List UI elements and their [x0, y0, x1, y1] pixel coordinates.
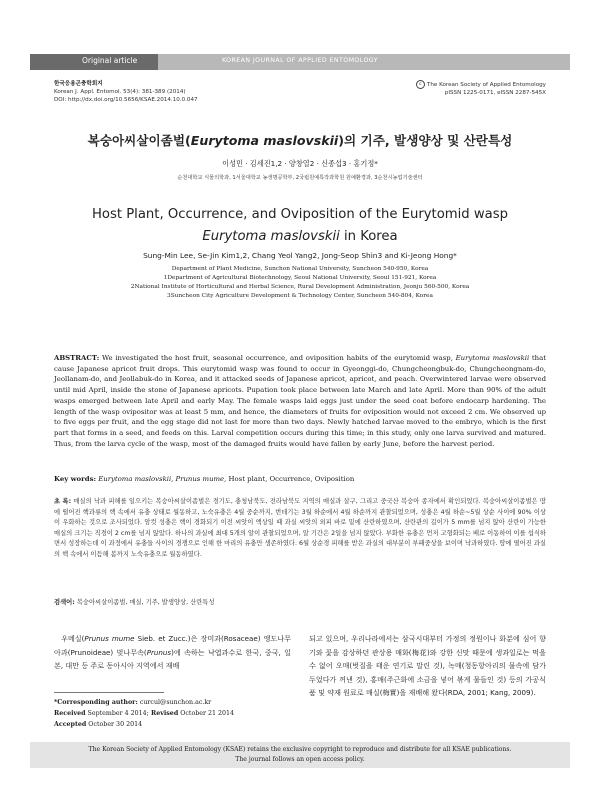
citation: Korean J. Appl. Entomol. 53(4): 381-389 (2014) — [54, 89, 186, 95]
affiliation: Department of Plant Medicine, Sunchon National University, Suncheon 540-950, Korea — [171, 266, 429, 272]
korean-authors: 이성민 · 김세진1,2 · 양창열2 · 신종섭3 · 홍기정* — [222, 159, 378, 168]
korean-abstract: 초 록: 매실의 낙과 피해를 일으키는 복숭아씨살이좀벌은 경기도, 충청남북도, 전라남북도 지역의 매실과 살구, 그리고 중국산 복숭아 종자에서 확인되었다. 복숭아씨살이좀벌은 땅에 떨어진 핵과류의 핵 속에서 유충 상태로 월동하고, 노숙유충은 4월 중순까지, 번데기는 3월 하순에서 4월 하순까지 관찰되었으며, 성충은 4월 하순~5월 상순 사이에 90% 이상이 우화하는 것으로 조사되었다. 암컷 성충은 핵이 경화되기 이전 씨앗이 액상일 때 과실 씨앗의 외피 바로 밑에 산란하였으며, 산란관의 길이가 5 mm를 넘지 않아 산란이 가능한 매실의 크기는 직경이 2 cm를 넘지 않았다. 하나의 과실에 최대 5개의 알이 관찰되었으며, 알 기간은 2일을 넘지 않았다. 부화한 유충은 먼저 고형화되는 배로 이동하여 이를 섭식하면서 성장하는데 이 과정에서 유충들 사이의 경쟁으로 인해 한 마리의 유충만 생존하였다. 6월 상순경 피해를 받은 과실의 대부분이 부패중상을 보이며 낙과하였다. 땅에 떨어진 과실의 핵 속에서 이듬해 봄까지 노숙유충으로 월동하였다. — [54, 498, 547, 558]
doi: DOI: http://dx.doi.org/10.5656/KSAE.2014.10.0.047 — [54, 97, 198, 103]
english-authors: Sung-Min Lee, Se-Jin Kim1,2, Chang Yeol Yang2, Jong-Seop Shin3 and Ki-Jeong Hong* — [143, 251, 457, 260]
journal-header-band — [30, 54, 570, 70]
english-title: Host Plant, Occurrence, and Oviposition of the Eurytomid wasp Eurytoma maslovskii in Korea — [92, 207, 508, 244]
affiliation: 3Suncheon City Agriculture Development & Technology Center, Suncheon 540-804, Korea — [167, 293, 433, 299]
english-keywords: Key words: Eurytoma maslovskii, Prunus mume, Host plant, Occurrence, Oviposition — [54, 475, 355, 483]
english-affiliations — [0, 265, 600, 301]
footnote-rule — [54, 692, 164, 693]
affiliation: 2National Institute of Horticultural and Herbal Science, Rural Development Administration, Jeonju 560-500, Korea — [130, 284, 470, 290]
copyright-text: The Korean Society of Applied Entomology — [426, 82, 546, 88]
footnote: *Corresponding author: curcul@sunchon.ac.kr Received September 4 2014; Revised October 21 2014 Accepted October 30 2014 — [54, 699, 235, 728]
journal-name: KOREAN JOURNAL OF APPLIED ENTOMOLOGY — [221, 57, 379, 64]
body-column-left: 우메실(Prunus mume Sieb. et Zucc.)은 장미과(Rosaceae) 앵도나무아과(Prunoideae) 벚나무속(Prunus)에 속하는 낙엽과수로 한국, 중국, 일본, 대만 등 주로 동아시아 지역에서 재배 — [54, 634, 291, 671]
english-abstract: ABSTRACT: We investigated the host fruit, seasonal occurrence, and oviposition habits of the eurytomid wasp, Eurytoma maslovskii that cause Japanese apricot fruit drops. This eurytomid wasp was found to occur in Gyeonggi-do, Chungcheongbuk-do, Chungcheongnam-do, Jeollanam-do, and Jeollabuk-do in Korea, and it attacked seeds of Japanese apricot, apricot, and peach. Overwintered larvae were observed until mid April, inside the stone of Japanese apricots. Pupation took place between late March and late April. More than 90% of the adult wasps emerged between late April and early May. The female wasps laid eggs just under the seed coat before endocarp hardening. The length of the wasp ovipositor was at least 5 mm, and hence, the diameters of fruits for oviposition would not exceed 2 cm. We observed up to five eggs per fruit, and the egg stage did not last for more than two days. Newly hatched larvae moved to the embryo, which is the first part that forms in a seed, and feeds on this. Larval competition occurs during this time; in this study, only one larva survived and matured. Thus, from the larva cycle of the wasp, most of the damaged fruits would have fallen by early June, before the harvest period. — [54, 354, 546, 448]
footer-line: The journal follows an open access policy. — [235, 755, 365, 763]
footer-line: The Korean Society of Applied Entomology (KSAE) retains the exclusive copyright to reproduce and distribute for all KSAE publications. — [88, 746, 512, 753]
korean-affiliations: 순천대학교 식물의학과, 1서울대학교 농생명공학부, 2국립원예특작과학원 원예환경과, 3순천시농업기술센터 — [177, 175, 423, 181]
body-column-right: 되고 있으며, 우리나라에서는 삼국시대부터 가정의 정원이나 화분에 심어 향기와 꽃을 감상하던 관상용 매화(梅花)와 강한 신맛 때문에 생과일로는 먹을 수 없어 오매(벗질을 태운 연기로 말린 것), 녹매(청동항아리의 물속에 담가 두었다가 꺼낸 것), 홍매(주근화에 소금을 넣어 볶게 물들인 것) 등의 가공식품 및 약재 원료로 매실(梅實)을 재배해 왔다(RDA, 2001; Kang, 2009). — [309, 634, 546, 698]
affiliation: 1Department of Agricultural Biotechnology, Seoul National University, Seoul 151-921, Korea — [163, 275, 437, 281]
korean-keywords: 검색어: 복숭아씨살이좀벌, 매실, 기주, 발생양상, 산란특성 — [54, 599, 215, 606]
issn: pISSN 1225-0171, eISSN 2287-545X — [444, 90, 546, 96]
citation-block — [54, 80, 198, 104]
copyright-footer — [30, 742, 570, 768]
korean-title: 복숭아씨살이좀벌(Eurytoma maslovskii)의 기주, 발생양상 및 산란특성 — [87, 133, 513, 148]
corresponding-email: curcul@sunchon.ac.kr — [137, 699, 212, 706]
journal-name-ko: 한국응용곤충학회지 — [54, 81, 103, 87]
copyright-block — [416, 80, 546, 97]
copyright-icon: c — [416, 80, 425, 89]
article-type: Original article — [82, 56, 138, 65]
